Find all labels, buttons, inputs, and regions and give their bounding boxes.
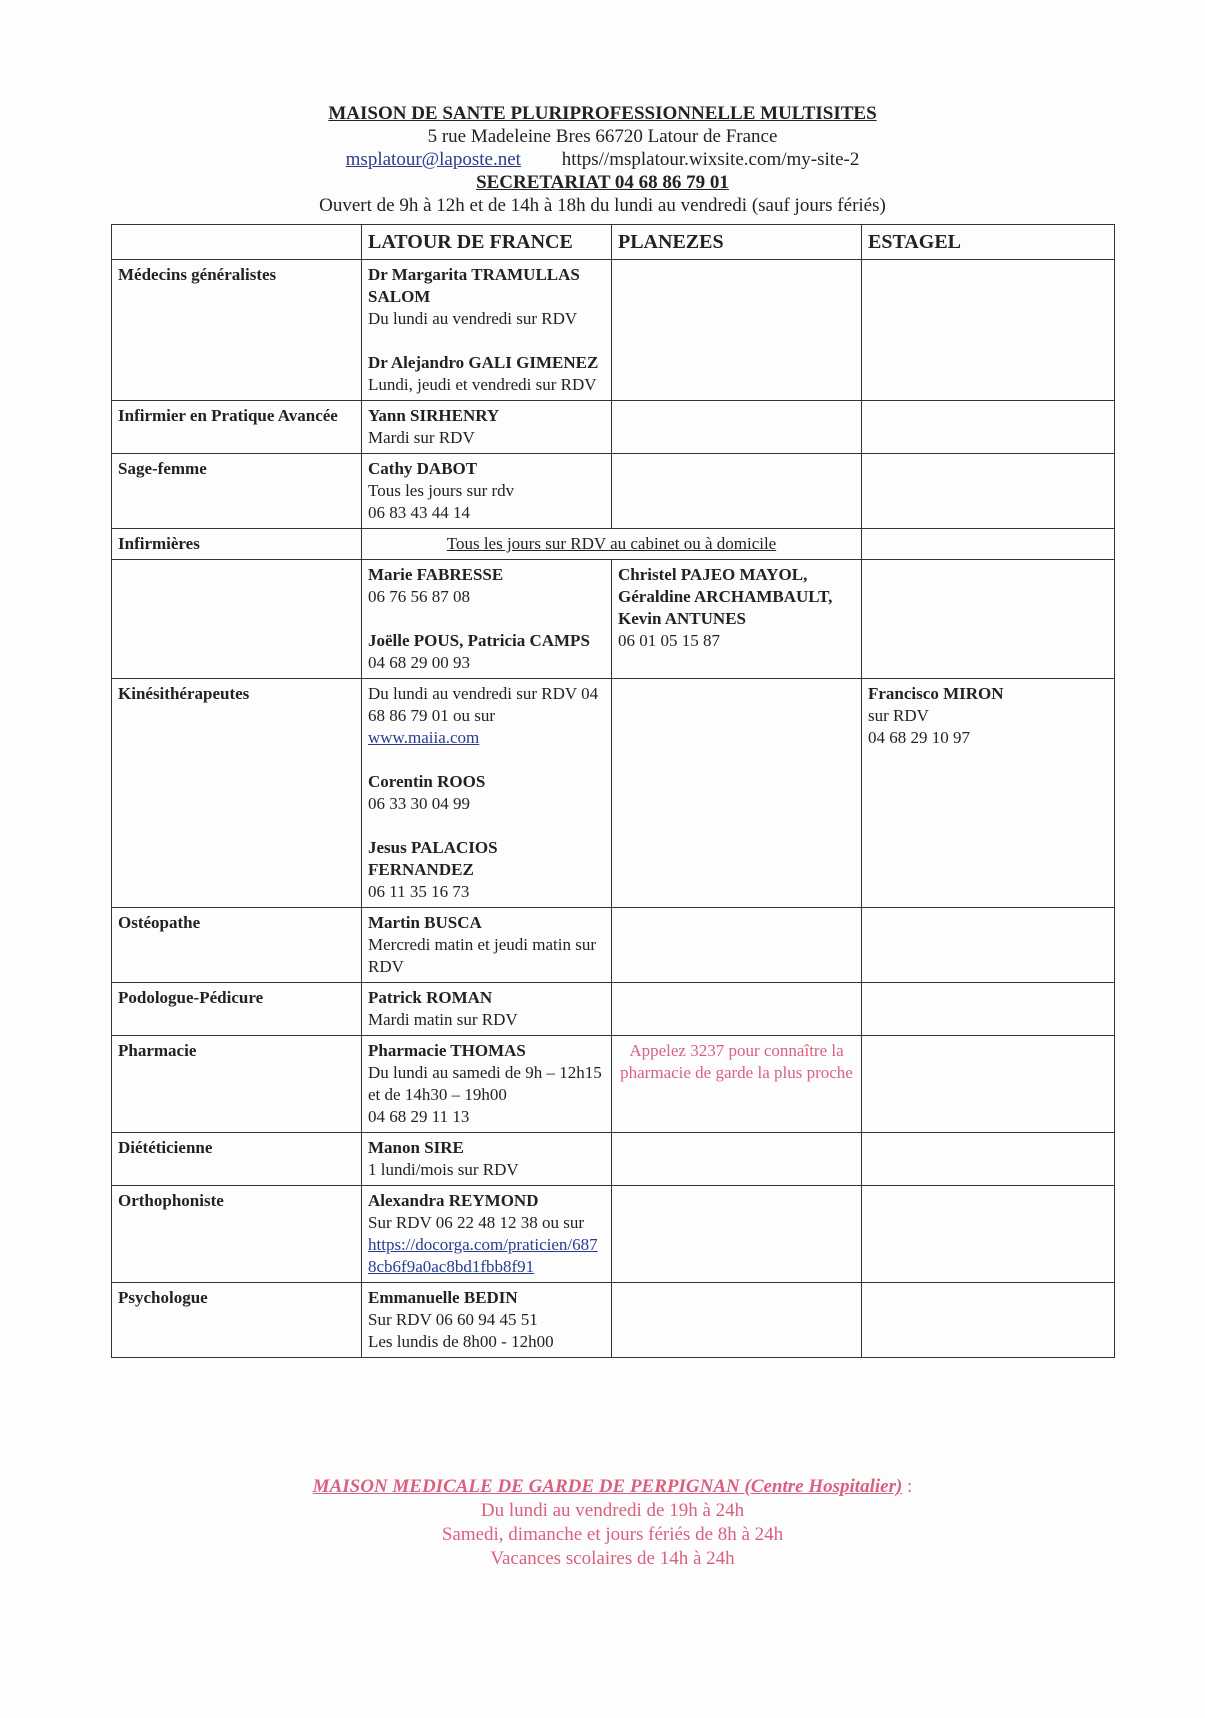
practitioner-phone: 06 11 35 16 73 [368,882,470,901]
practitioner-info: Tous les jours sur rdv [368,481,515,500]
practitioner-info: sur RDV [868,706,929,725]
cell-planezes [612,260,862,401]
cell-estagel [862,908,1115,983]
practitioner-info: Lundi, jeudi et vendredi sur RDV [368,375,597,394]
table-row [112,401,1115,454]
table-row [112,529,1115,560]
category-osteo: Ostéopathe [112,908,362,983]
category-sagefemme: Sage-femme [112,454,362,529]
practitioner-info: Mardi sur RDV [368,428,475,447]
maiia-link[interactable]: www.maiia.com [368,728,480,747]
cell-planezes [612,1186,862,1283]
cell-latour [362,560,612,679]
practitioner-name: Jesus PALACIOS FERNANDEZ [368,838,498,879]
cell-planezes [612,908,862,983]
opening-hours: Ouvert de 9h à 12h et de 14h à 18h du lundi au vendredi (sauf jours fériés) [319,195,886,216]
practitioner-name: Pharmacie THOMAS [368,1041,526,1060]
table-row [112,1283,1115,1358]
cell-estagel [862,679,1115,908]
secretariat-phone: SECRETARIAT 04 68 86 79 01 [476,172,729,193]
category-dieteticienne: Diététicienne [112,1133,362,1186]
practitioner-name: Joëlle POUS, Patricia CAMPS [368,631,590,650]
practitioner-name: Corentin ROOS [368,772,486,791]
cell-estagel [862,983,1115,1036]
cell-estagel [862,1186,1115,1283]
practitioner-name: Emmanuelle BEDIN [368,1288,518,1307]
practitioner-phone: 06 76 56 87 08 [368,587,470,606]
cell-latour [362,1133,612,1186]
garde-title: MAISON MEDICALE DE GARDE DE PERPIGNAN (Centre Hospitalier) [312,1476,903,1497]
pharmacie-garde-note: Appelez 3237 pour connaître la pharmacie de garde la plus proche [612,1036,862,1133]
cell-latour [362,1283,612,1358]
practitioner-phone: 06 83 43 44 14 [368,503,470,522]
practitioner-name: Patrick ROMAN [368,988,493,1007]
cell-latour [362,401,612,454]
table-row [112,1133,1115,1186]
table-row [112,1036,1115,1133]
cell-estagel [862,454,1115,529]
cell-estagel [862,1036,1115,1133]
category-pharmacie: Pharmacie [112,1036,362,1133]
cell-estagel [862,529,1115,560]
table-row [112,679,1115,908]
table-row [112,260,1115,401]
practitioner-name: Marie FABRESSE [368,565,504,584]
infirmieres-note: Tous les jours sur RDV au cabinet ou à domicile [362,529,862,560]
practitioner-info: Du lundi au samedi de 9h – 12h15 et de 14h30 – 19h00 [368,1063,602,1104]
document-title: MAISON DE SANTE PLURIPROFESSIONNELLE MULTISITES [328,103,877,124]
cell-latour [362,1186,612,1283]
practitioner-name: Martin BUSCA [368,913,482,932]
cell-estagel [862,1133,1115,1186]
cell-planezes [612,983,862,1036]
practitioner-phone: 04 68 29 11 13 [368,1107,470,1126]
practitioner-phone: 04 68 29 00 93 [368,653,470,672]
cell-latour [362,1036,612,1133]
cell-latour [362,679,612,908]
practitioner-name: Christel PAJEO MAYOL, Géraldine ARCHAMBAULT, Kevin ANTUNES [618,565,833,628]
practitioner-name: Dr Margarita TRAMULLAS SALOM [368,265,580,306]
cell-planezes [612,679,862,908]
practitioner-info: Du lundi au vendredi sur RDV 04 68 86 79 01 ou sur [368,684,599,725]
practitioner-info: Mercredi matin et jeudi matin sur RDV [368,935,597,976]
column-latour: LATOUR DE FRANCE [362,225,612,260]
garde-line: Samedi, dimanche et jours fériés de 8h à 24h [441,1524,784,1545]
header-empty-cell [112,225,362,260]
column-planezes: PLANEZES [612,225,862,260]
category-infirmieres: Infirmières [112,529,362,560]
address: 5 rue Madeleine Bres 66720 Latour de France [427,126,778,147]
practitioner-info: Sur RDV 06 60 94 45 51 [368,1310,538,1329]
cell-estagel [862,401,1115,454]
document-header [0,102,1205,217]
practitioner-info: Les lundis de 8h00 - 12h00 [368,1332,554,1351]
cell-latour [362,454,612,529]
practitioner-name: Manon SIRE [368,1138,464,1157]
practitioner-name: Alexandra REYMOND [368,1191,539,1210]
practitioner-phone: 06 33 30 04 99 [368,794,470,813]
cell-planezes [612,1133,862,1186]
category-ipa: Infirmier en Pratique Avancée [112,401,362,454]
cell-latour [362,260,612,401]
practitioners-table [111,224,1115,1358]
table-row [112,454,1115,529]
cell-planezes [612,560,862,679]
table-row [112,908,1115,983]
cell-estagel [862,560,1115,679]
cell-latour [362,983,612,1036]
practitioner-name: Francisco MIRON [868,684,1004,703]
cell-planezes [612,454,862,529]
practitioner-info: 1 lundi/mois sur RDV [368,1160,519,1179]
table-header-row [112,225,1115,260]
garde-line: Du lundi au vendredi de 19h à 24h [480,1500,745,1521]
cell-latour [362,908,612,983]
garde-title-line [0,1475,1205,1499]
contact-line [0,148,1205,171]
cell-planezes [612,1283,862,1358]
practitioner-name: Yann SIRHENRY [368,406,500,425]
website-text: https//msplatour.wixsite.com/my-site-2 [561,149,860,170]
category-medecins: Médecins généralistes [112,260,362,401]
table-row [112,1186,1115,1283]
cell-estagel [862,260,1115,401]
garde-colon: : [902,1476,913,1497]
practitioner-name: Cathy DABOT [368,459,478,478]
practitioner-name: Dr Alejandro GALI GIMENEZ [368,353,599,372]
garde-footer [0,1475,1205,1571]
cell-estagel [862,1283,1115,1358]
practitioner-info: Du lundi au vendredi sur RDV [368,309,578,328]
table-row [112,560,1115,679]
cell-planezes [612,401,862,454]
category-psy: Psychologue [112,1283,362,1358]
practitioner-phone: 06 01 05 15 87 [618,631,720,650]
column-estagel: ESTAGEL [862,225,1115,260]
category-empty [112,560,362,679]
category-kine: Kinésithérapeutes [112,679,362,908]
table-row [112,983,1115,1036]
garde-line: Vacances scolaires de 14h à 24h [490,1548,735,1569]
practitioner-phone: 04 68 29 10 97 [868,728,970,747]
category-ortho: Orthophoniste [112,1186,362,1283]
email-link[interactable]: msplatour@laposte.net [345,149,521,170]
practitioner-info: Mardi matin sur RDV [368,1010,518,1029]
practitioner-info: Sur RDV 06 22 48 12 38 ou sur [368,1213,584,1232]
category-podo: Podologue-Pédicure [112,983,362,1036]
docorga-link[interactable]: https://docorga.com/praticien/6878cb6f9a0ac8bd1fbb8f91 [368,1235,598,1276]
